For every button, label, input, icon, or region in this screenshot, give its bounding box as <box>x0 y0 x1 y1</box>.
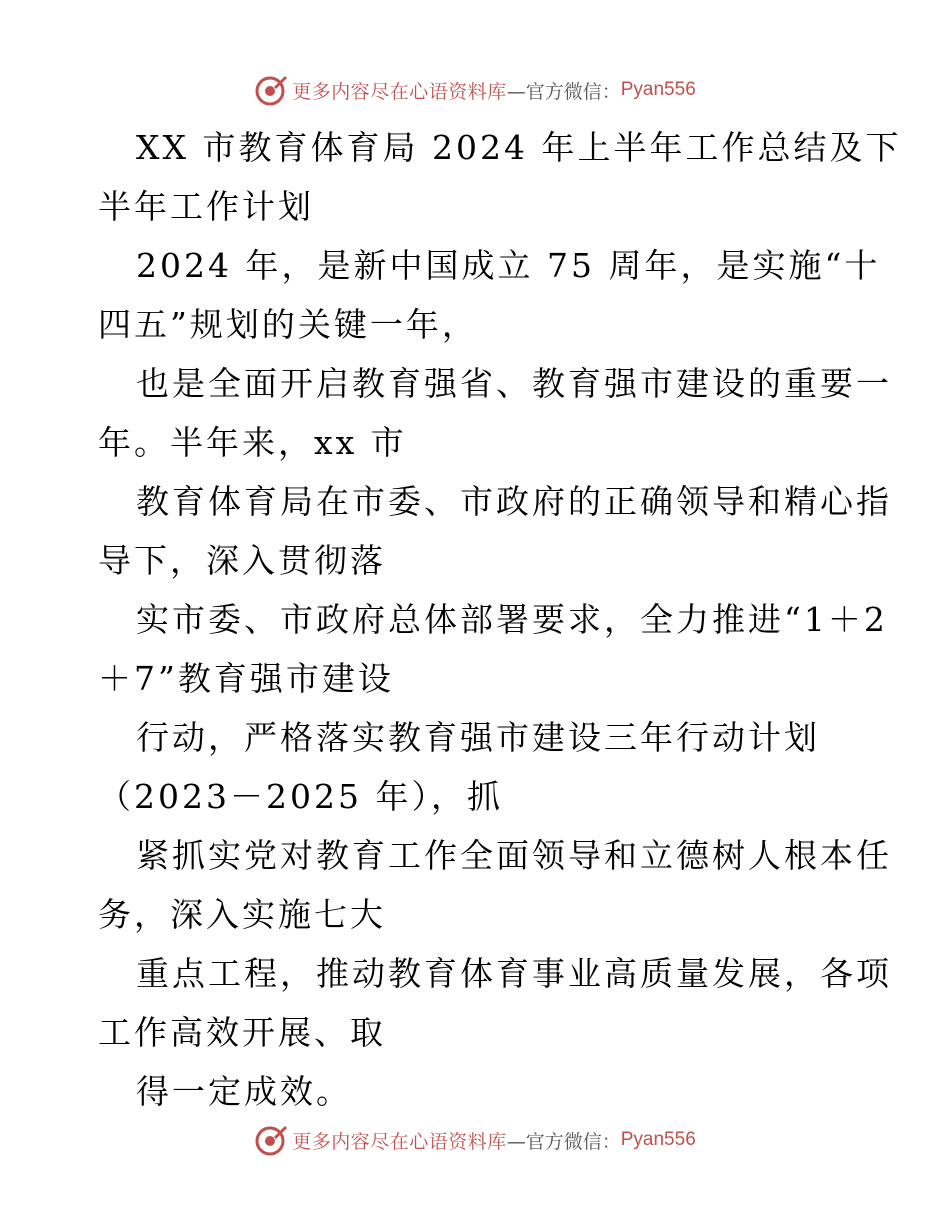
pen-circle-logo-icon <box>254 1123 288 1157</box>
text-line: 紧抓实党对教育工作全面领导和立德树人根本任 <box>136 836 892 875</box>
text-line: 导下，深入贯彻落 <box>98 541 386 580</box>
text-line: 得一定成效。 <box>136 1072 352 1111</box>
banner-account: Pyan556 <box>620 1129 696 1150</box>
banner-separator: —官方微信： <box>506 80 621 103</box>
text-line: （2023－2025 年），抓 <box>98 777 503 816</box>
text-line: 四五”规划的关键一年， <box>98 305 478 344</box>
text-line: 也是全面开启教育强省、教育强市建设的重要一 <box>136 364 892 403</box>
text-line: 教育体育局在市委、市政府的正确领导和精心指 <box>136 482 892 521</box>
banner-text: 更多内容尽在心语资料库 <box>292 1130 507 1153</box>
text-line: 2024 年，是新中国成立 75 周年，是实施“十 <box>136 246 881 285</box>
pen-circle-logo-icon <box>254 73 288 107</box>
header-watermark-banner <box>0 70 950 110</box>
document-body <box>98 118 902 1121</box>
title-line-2: 半年工作计划 <box>98 187 314 226</box>
text-line: 重点工程，推动教育体育事业高质量发展，各项 <box>136 954 892 993</box>
banner-separator: —官方微信： <box>506 1130 621 1153</box>
title-line-1: XX 市教育体育局 2024 年上半年工作总结及下 <box>136 128 902 167</box>
text-line: 年。半年来，xx 市 <box>98 423 407 462</box>
text-line: ＋7”教育强市建设 <box>98 659 394 698</box>
text-line: 实市委、市政府总体部署要求，全力推进“1＋2 <box>136 600 888 639</box>
banner-account: Pyan556 <box>620 79 696 100</box>
text-line: 工作高效开展、取 <box>98 1013 386 1052</box>
footer-watermark-banner <box>0 1120 950 1160</box>
banner-text: 更多内容尽在心语资料库 <box>292 80 507 103</box>
text-line: 务，深入实施七大 <box>98 895 386 934</box>
text-line: 行动，严格落实教育强市建设三年行动计划 <box>136 718 820 757</box>
